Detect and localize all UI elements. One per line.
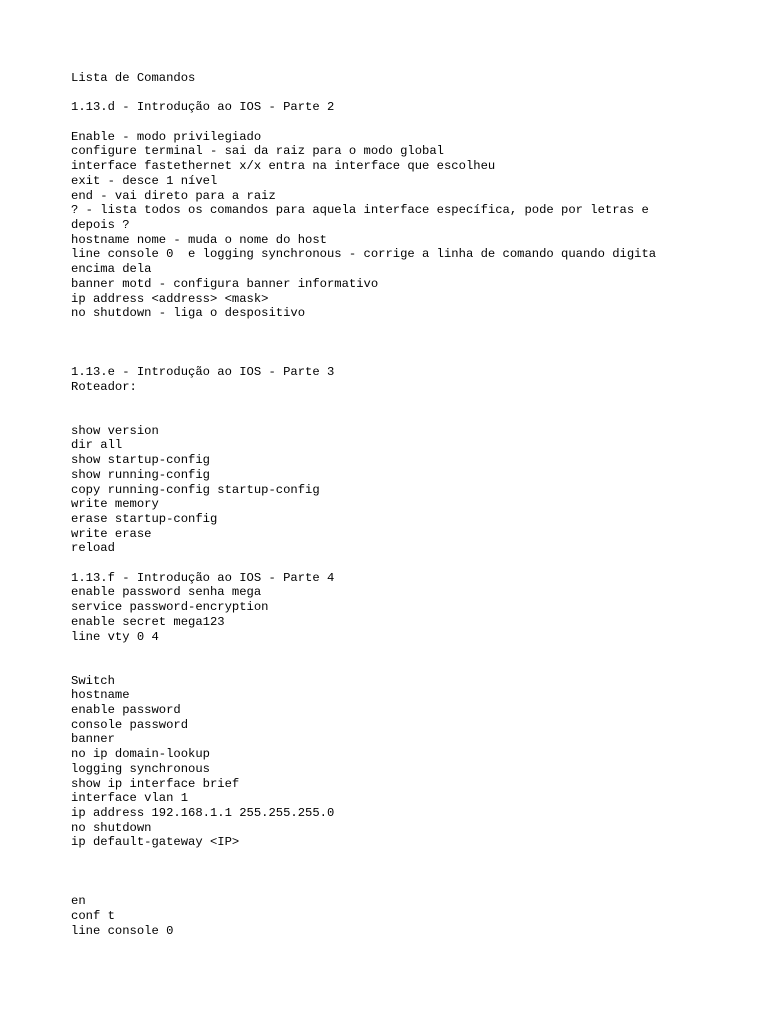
text-line: Enable - modo privilegiado <box>71 129 262 144</box>
text-line <box>71 865 731 880</box>
text-line: line console 0 <box>71 923 174 938</box>
text-line: copy running-config startup-config <box>71 482 320 497</box>
text-line: line vty 0 4 <box>71 629 159 644</box>
text-line: write memory <box>71 497 159 512</box>
text-line: Lista de Comandos <box>71 71 196 85</box>
text-line: hostname <box>71 688 130 703</box>
text-line <box>71 659 731 674</box>
text-line: interface fastethernet x/x entra na interface que escolheu <box>71 159 496 174</box>
text-line <box>71 350 731 365</box>
text-line: service password-encryption <box>71 600 269 615</box>
text-line: enable secret mega123 <box>71 614 225 629</box>
text-line: banner motd - configura banner informativo <box>71 276 379 291</box>
text-line <box>71 409 731 424</box>
text-line: ? - lista todos os comandos para aquela interface específica, pode por letras e <box>71 203 649 218</box>
text-line: interface vlan 1 <box>71 791 189 806</box>
text-line: write erase <box>71 526 152 541</box>
text-line <box>71 850 731 865</box>
text-line: 1.13.e - Introdução ao IOS - Parte 3 <box>71 364 335 379</box>
text-line: configure terminal - sai da raiz para o modo global <box>71 144 444 159</box>
document-page <box>71 71 731 938</box>
text-line: Roteador: <box>71 379 137 394</box>
text-line <box>71 115 731 130</box>
text-line: no ip domain-lookup <box>71 747 210 762</box>
text-line: line console 0 e logging synchronous - corrige a linha de comando quando digita <box>71 247 657 262</box>
text-line: enable password <box>71 703 181 718</box>
text-line <box>71 556 731 571</box>
text-line: show version <box>71 423 159 438</box>
text-line <box>71 86 731 101</box>
text-line: 1.13.f - Introdução ao IOS - Parte 4 <box>71 570 335 585</box>
text-line: en <box>71 894 86 909</box>
text-line: hostname nome - muda o nome do host <box>71 232 327 247</box>
text-line: show ip interface brief <box>71 776 240 791</box>
text-line: depois ? <box>71 218 130 232</box>
text-line: reload <box>71 541 115 556</box>
text-line <box>71 321 731 336</box>
text-line: no shutdown <box>71 820 152 835</box>
text-line: console password <box>71 717 189 732</box>
text-line <box>71 394 731 409</box>
text-line: enable password senha mega <box>71 585 262 600</box>
text-line: conf t <box>71 908 115 923</box>
text-line: banner <box>71 732 115 747</box>
text-line: exit - desce 1 nível <box>71 173 218 188</box>
text-line: no shutdown - liga o despositivo <box>71 306 306 321</box>
text-line: show running-config <box>71 467 210 482</box>
text-line: Switch <box>71 673 115 688</box>
text-line: ip address 192.168.1.1 255.255.255.0 <box>71 806 335 820</box>
text-line: erase startup-config <box>71 511 218 526</box>
text-line: end - vai direto para a raiz <box>71 188 276 203</box>
text-line: ip address <address> <mask> <box>71 291 269 306</box>
text-line <box>71 336 731 351</box>
text-line <box>71 879 731 894</box>
text-line: show startup-config <box>71 453 210 468</box>
text-line: encima dela <box>71 262 152 277</box>
text-line: ip default-gateway <IP> <box>71 835 240 850</box>
text-line: dir all <box>71 438 123 453</box>
text-line: 1.13.d - Introdução ao IOS - Parte 2 <box>71 100 335 115</box>
text-line <box>71 644 731 659</box>
text-line: logging synchronous <box>71 761 210 776</box>
